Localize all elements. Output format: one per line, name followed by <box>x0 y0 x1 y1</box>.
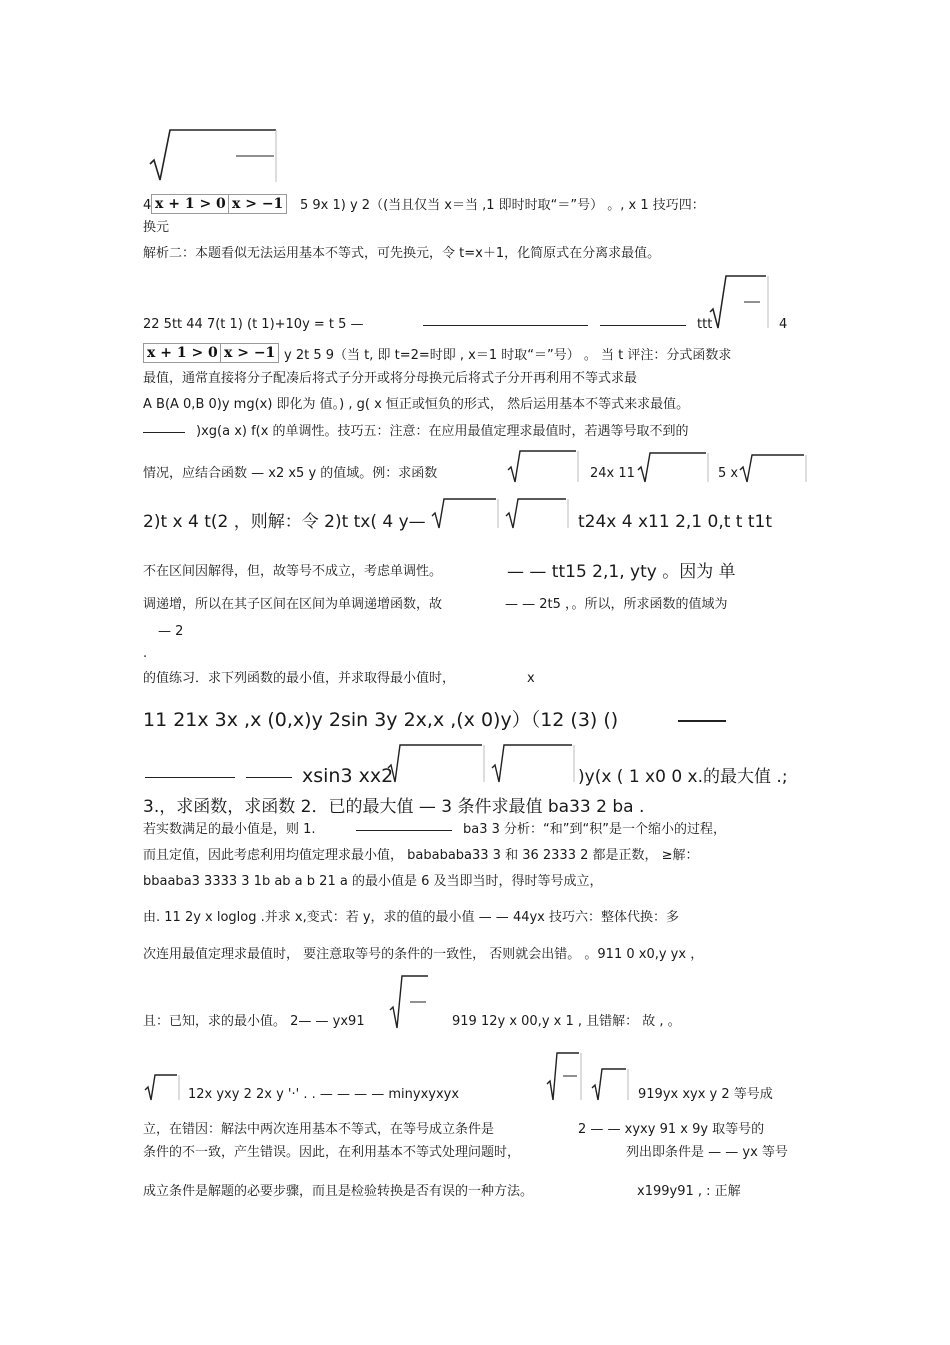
line-1: 5 9x 1) y 2（(当且仅当 x＝当 ,1 即时时取“＝”号） 。, x 1 技巧四： <box>300 198 705 213</box>
line-10b: t24x 4 x11 2,1 0,t t t1t <box>578 512 773 532</box>
radical-sign-5 <box>738 452 808 484</box>
line-26a: 立，在错因：解法中两次连用基本不等式，在等号成立条件是 <box>143 1122 495 1137</box>
radical-sign-6 <box>430 496 500 530</box>
line-19b: ba3 3 分析：“和”到“积”是一个缩小的过程， <box>463 822 726 837</box>
line-17a: xsin3 xx2 <box>302 765 394 787</box>
line-10a: 2)t x 4 t(2 ，则解：令 2)t tx( 4 y— <box>143 512 426 532</box>
formula-condition-x-gt-minus-1: x > −1 <box>228 194 287 214</box>
formula-condition-x-plus-1-b: x + 1 > 0 <box>143 343 222 363</box>
line-16: 11 21x 3x ,x (0,x)y 2sin 3y 2x,x ,(x 0)y）（12 (3) () <box>143 709 619 731</box>
formula-condition-x-plus-1: x + 1 > 0 <box>151 194 230 214</box>
line-11a: 不在区间因解得，但，故等号不成立，考虑单调性。 <box>143 564 443 579</box>
line-3: 解析二：本题看似无法运用基本不等式，可先换元，令 t=x＋1，化简原式在分离求最值。 <box>143 246 661 261</box>
line-28b: x199y91 , : 正解 <box>637 1184 741 1199</box>
line-28a: 成立条件是解题的必要步骤，而且是检验转换是否有误的一种方法。 <box>143 1184 534 1199</box>
line-25a: 12x yxy 2 2x y '·' . . — — — — minyxyxyx <box>188 1087 460 1102</box>
radical-sign-9 <box>490 742 576 784</box>
line-19a: 若实数满足的最小值是，则 1. <box>143 822 316 837</box>
line-20: 而且定值，因此考虑利用均值定理求最小值， babababa33 3 和 36 2333 2 都是正数， ≥解： <box>143 848 699 863</box>
line-9a: 情况，应结合函数 — x2 x5 y 的值域。例：求函数 <box>143 466 438 481</box>
line-12b: — — 2t5 ，。所以，所求函数的值域为 <box>505 597 728 612</box>
radical-sign-13 <box>590 1066 630 1102</box>
fraction-bar-6 <box>246 777 292 778</box>
line-26b: 2 — — xyxy 91 x 9y 取等号的 <box>578 1122 765 1137</box>
line-11b: — — tt15 2,1, yty 。因为 单 <box>507 562 736 582</box>
line-25b: 919yx xyx y 2 等号成 <box>638 1087 773 1102</box>
line-24b: 919 12y x 00,y x 1 , 且错解： 故 , 。 <box>452 1014 681 1029</box>
radical-sign-4 <box>636 450 710 484</box>
fraction-bar-3 <box>143 432 185 433</box>
line-15a: 的值练习．求下列函数的最小值，并求取得最小值时， <box>143 671 456 686</box>
radical-sign-11 <box>143 1072 181 1102</box>
line-15b: x <box>527 671 535 686</box>
line-4a: 22 5tt 44 7(t 1) (t 1)+10y = t 5 — <box>143 317 364 332</box>
line-12a: 调递增，所以在其子区间在区间为单调递增函数，故 <box>143 597 443 612</box>
radical-sign-3 <box>506 448 580 484</box>
line-8: )xg(a x) f(x 的单调性。技巧五：注意：在应用最值定理求最值时，若遇等号取不到的 <box>196 424 689 439</box>
line-6: 最值，通常直接将分子配凑后将式子分开或将分母换元后将式子分开再利用不等式求最 <box>143 371 638 386</box>
radical-sign-top <box>148 126 280 184</box>
radical-sign-10 <box>388 972 432 1030</box>
line-24a: 且：已知，求的最小值。 2— — yx91 <box>143 1014 365 1029</box>
fraction-bar-1 <box>423 325 588 326</box>
line-1-prefix: 4 <box>143 198 152 213</box>
fraction-bar-7 <box>356 830 452 831</box>
line-9b: 24x 11 <box>590 466 635 481</box>
line-9c: 5 x <box>718 466 739 481</box>
radical-sign-12 <box>545 1050 583 1102</box>
line-27b: 列出即条件是 — — yx 等号 <box>626 1145 788 1160</box>
line-17b: )y(x ( 1 x0 0 x.的最大值 .; <box>578 767 788 787</box>
radical-sign-8 <box>386 742 486 784</box>
line-5: y 2t 5 9（当 t, 即 t=2=时即 , x＝1 时取“＝”号） 。 当 t 评注：分式函数求 <box>284 348 732 363</box>
line-27a: 条件的不一致，产生错误。因此，在利用基本不等式处理问题时， <box>143 1145 521 1160</box>
radical-sign-2 <box>708 272 770 330</box>
line-4b: ttt <box>697 317 713 332</box>
fraction-bar-5 <box>145 777 235 778</box>
formula-condition-x-gt-minus-1-b: x > −1 <box>220 343 279 363</box>
line-23: 次连用最值定理求最值时， 要注意取等号的条件的一致性， 否则就会出错。 。911 0 x0,y yx ， <box>143 947 704 962</box>
line-4c: 4 <box>779 317 788 332</box>
fraction-bar-4 <box>678 720 726 722</box>
line-14: . <box>143 646 148 661</box>
line-7: A B(A 0,B 0)y mg(x) 即化为 值。) , g( x 恒正或恒负的形式， 然后运用基本不等式来求最值。 <box>143 397 690 412</box>
line-21: bbaaba3 3333 3 1b ab a b 21 a 的最小值是 6 及当即当时，得时等号成立， <box>143 874 603 889</box>
line-2: 换元 <box>143 220 170 235</box>
radical-sign-7 <box>504 496 570 530</box>
line-13: — 2 <box>158 624 184 639</box>
line-22: 由. 11 2y x loglog .并求 x,变式：若 y，求的值的最小值 — — 44yx 技巧六：整体代换：多 <box>143 910 680 925</box>
fraction-bar-2 <box>600 325 686 326</box>
line-18: 3.，求函数，求函数 2．已的最大值 — 3 条件求最值 ba33 2 ba . <box>143 797 645 817</box>
